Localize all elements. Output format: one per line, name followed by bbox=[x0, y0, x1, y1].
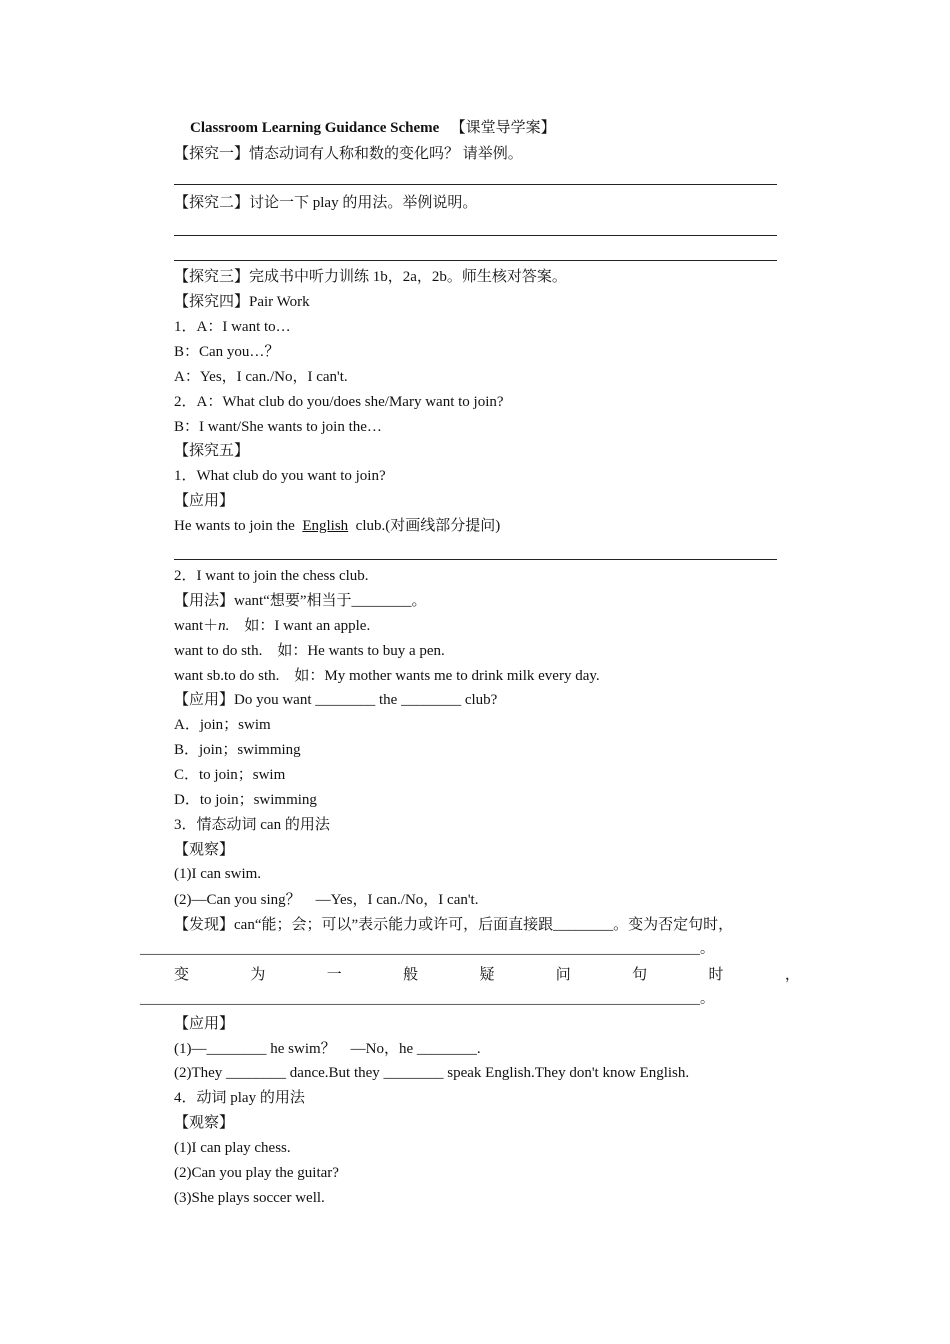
option-a: A．join；swim bbox=[174, 717, 271, 733]
pair-line-2: B：Can you…？ bbox=[174, 344, 280, 360]
apply-sentence-post: club.(对画线部分提问) bbox=[351, 518, 501, 534]
pair-line-5: B：I want/She wants to join the… bbox=[174, 419, 382, 435]
explore-3: 【探究三】完成书中听力训练 1b，2a，2b。师生核对答案。 bbox=[174, 269, 567, 285]
play-observe-2: (2)Can you play the guitar? bbox=[174, 1165, 339, 1181]
apply-label-3: 【应用】 bbox=[174, 1016, 235, 1032]
play-observe-3: (3)She plays soccer well. bbox=[174, 1190, 325, 1206]
apply-label-1: 【应用】 bbox=[174, 493, 235, 509]
spread-char: 般 bbox=[403, 967, 419, 983]
spread-char: 疑 bbox=[479, 967, 495, 983]
usage-2: want to do sth. 如：He wants to buy a pen. bbox=[174, 643, 445, 659]
answer-line bbox=[174, 260, 777, 261]
observe-1: (1)I can swim. bbox=[174, 866, 262, 882]
option-b: B．join；swimming bbox=[174, 742, 301, 758]
discover-note: 【发现】can“能；会；可以”表示能力或许可，后面直接跟________。变为否定句时， bbox=[174, 917, 734, 933]
explore-2: 【探究二】讨论一下 play 的用法。举例说明。 bbox=[174, 195, 478, 211]
apply-sentence-1 bbox=[174, 516, 500, 536]
spread-char: 为 bbox=[250, 967, 266, 983]
question-1: 1．What club do you want to join? bbox=[174, 468, 386, 484]
blank-line-1: ________________________________________________________________________________。 bbox=[140, 942, 714, 957]
title-english: Classroom Learning Guidance Scheme bbox=[190, 120, 440, 136]
question-3: 3．情态动词 can 的用法 bbox=[174, 817, 330, 833]
option-c: C．to join；swim bbox=[174, 767, 286, 783]
answer-line bbox=[174, 559, 777, 560]
answer-line bbox=[174, 235, 777, 236]
spread-char: 变 bbox=[174, 967, 190, 983]
apply-sentence-pre: He wants to join the bbox=[174, 518, 299, 534]
explore-4: 【探究四】Pair Work bbox=[174, 294, 310, 310]
apply-2: 【应用】Do you want ________ the ________ club? bbox=[174, 692, 498, 708]
play-observe-1: (1)I can play chess. bbox=[174, 1140, 291, 1156]
spread-char: 问 bbox=[555, 967, 571, 983]
question-2: 2．I want to join the chess club. bbox=[174, 568, 369, 584]
spread-char: 一 bbox=[326, 967, 342, 983]
pair-line-1: 1．A：I want to… bbox=[174, 319, 291, 335]
spread-char: 时 bbox=[708, 967, 724, 983]
explore-1: 【探究一】情态动词有人称和数的变化吗？ 请举例。 bbox=[174, 146, 523, 162]
blank-line-2: ________________________________________________________________________________。 bbox=[140, 992, 714, 1007]
underlined-word: English bbox=[302, 518, 349, 534]
spread-char: 句 bbox=[632, 967, 648, 983]
usage-1-text: want＋n. 如：I want an apple. bbox=[174, 618, 371, 634]
spread-sentence bbox=[174, 965, 800, 985]
page-title bbox=[190, 118, 556, 138]
answer-line bbox=[174, 184, 777, 185]
apply-3-item-1: (1)—________ he swim？ —No，he ________. bbox=[174, 1041, 481, 1057]
apply-3-item-2: (2)They ________ dance.But they ________ speak English.They don't know English. bbox=[174, 1065, 690, 1081]
title-chinese: 【课堂导学案】 bbox=[450, 120, 556, 136]
observe-2: (2)—Can you sing？ —Yes，I can./No，I can't. bbox=[174, 892, 479, 908]
observe-label-2: 【观察】 bbox=[174, 1115, 235, 1131]
explore-5: 【探究五】 bbox=[174, 443, 250, 459]
spread-char: ， bbox=[784, 967, 800, 983]
question-4: 4．动词 play 的用法 bbox=[174, 1090, 305, 1106]
usage-1 bbox=[174, 616, 370, 636]
option-d: D．to join；swimming bbox=[174, 792, 317, 808]
pair-line-4: 2．A：What club do you/does she/Mary want to join? bbox=[174, 394, 504, 410]
usage-note: 【用法】want“想要”相当于________。 bbox=[174, 593, 427, 609]
usage-3: want sb.to do sth. 如：My mother wants me to drink milk every day. bbox=[174, 668, 600, 684]
observe-label-1: 【观察】 bbox=[174, 842, 235, 858]
pair-line-3: A：Yes，I can./No，I can't. bbox=[174, 369, 348, 385]
